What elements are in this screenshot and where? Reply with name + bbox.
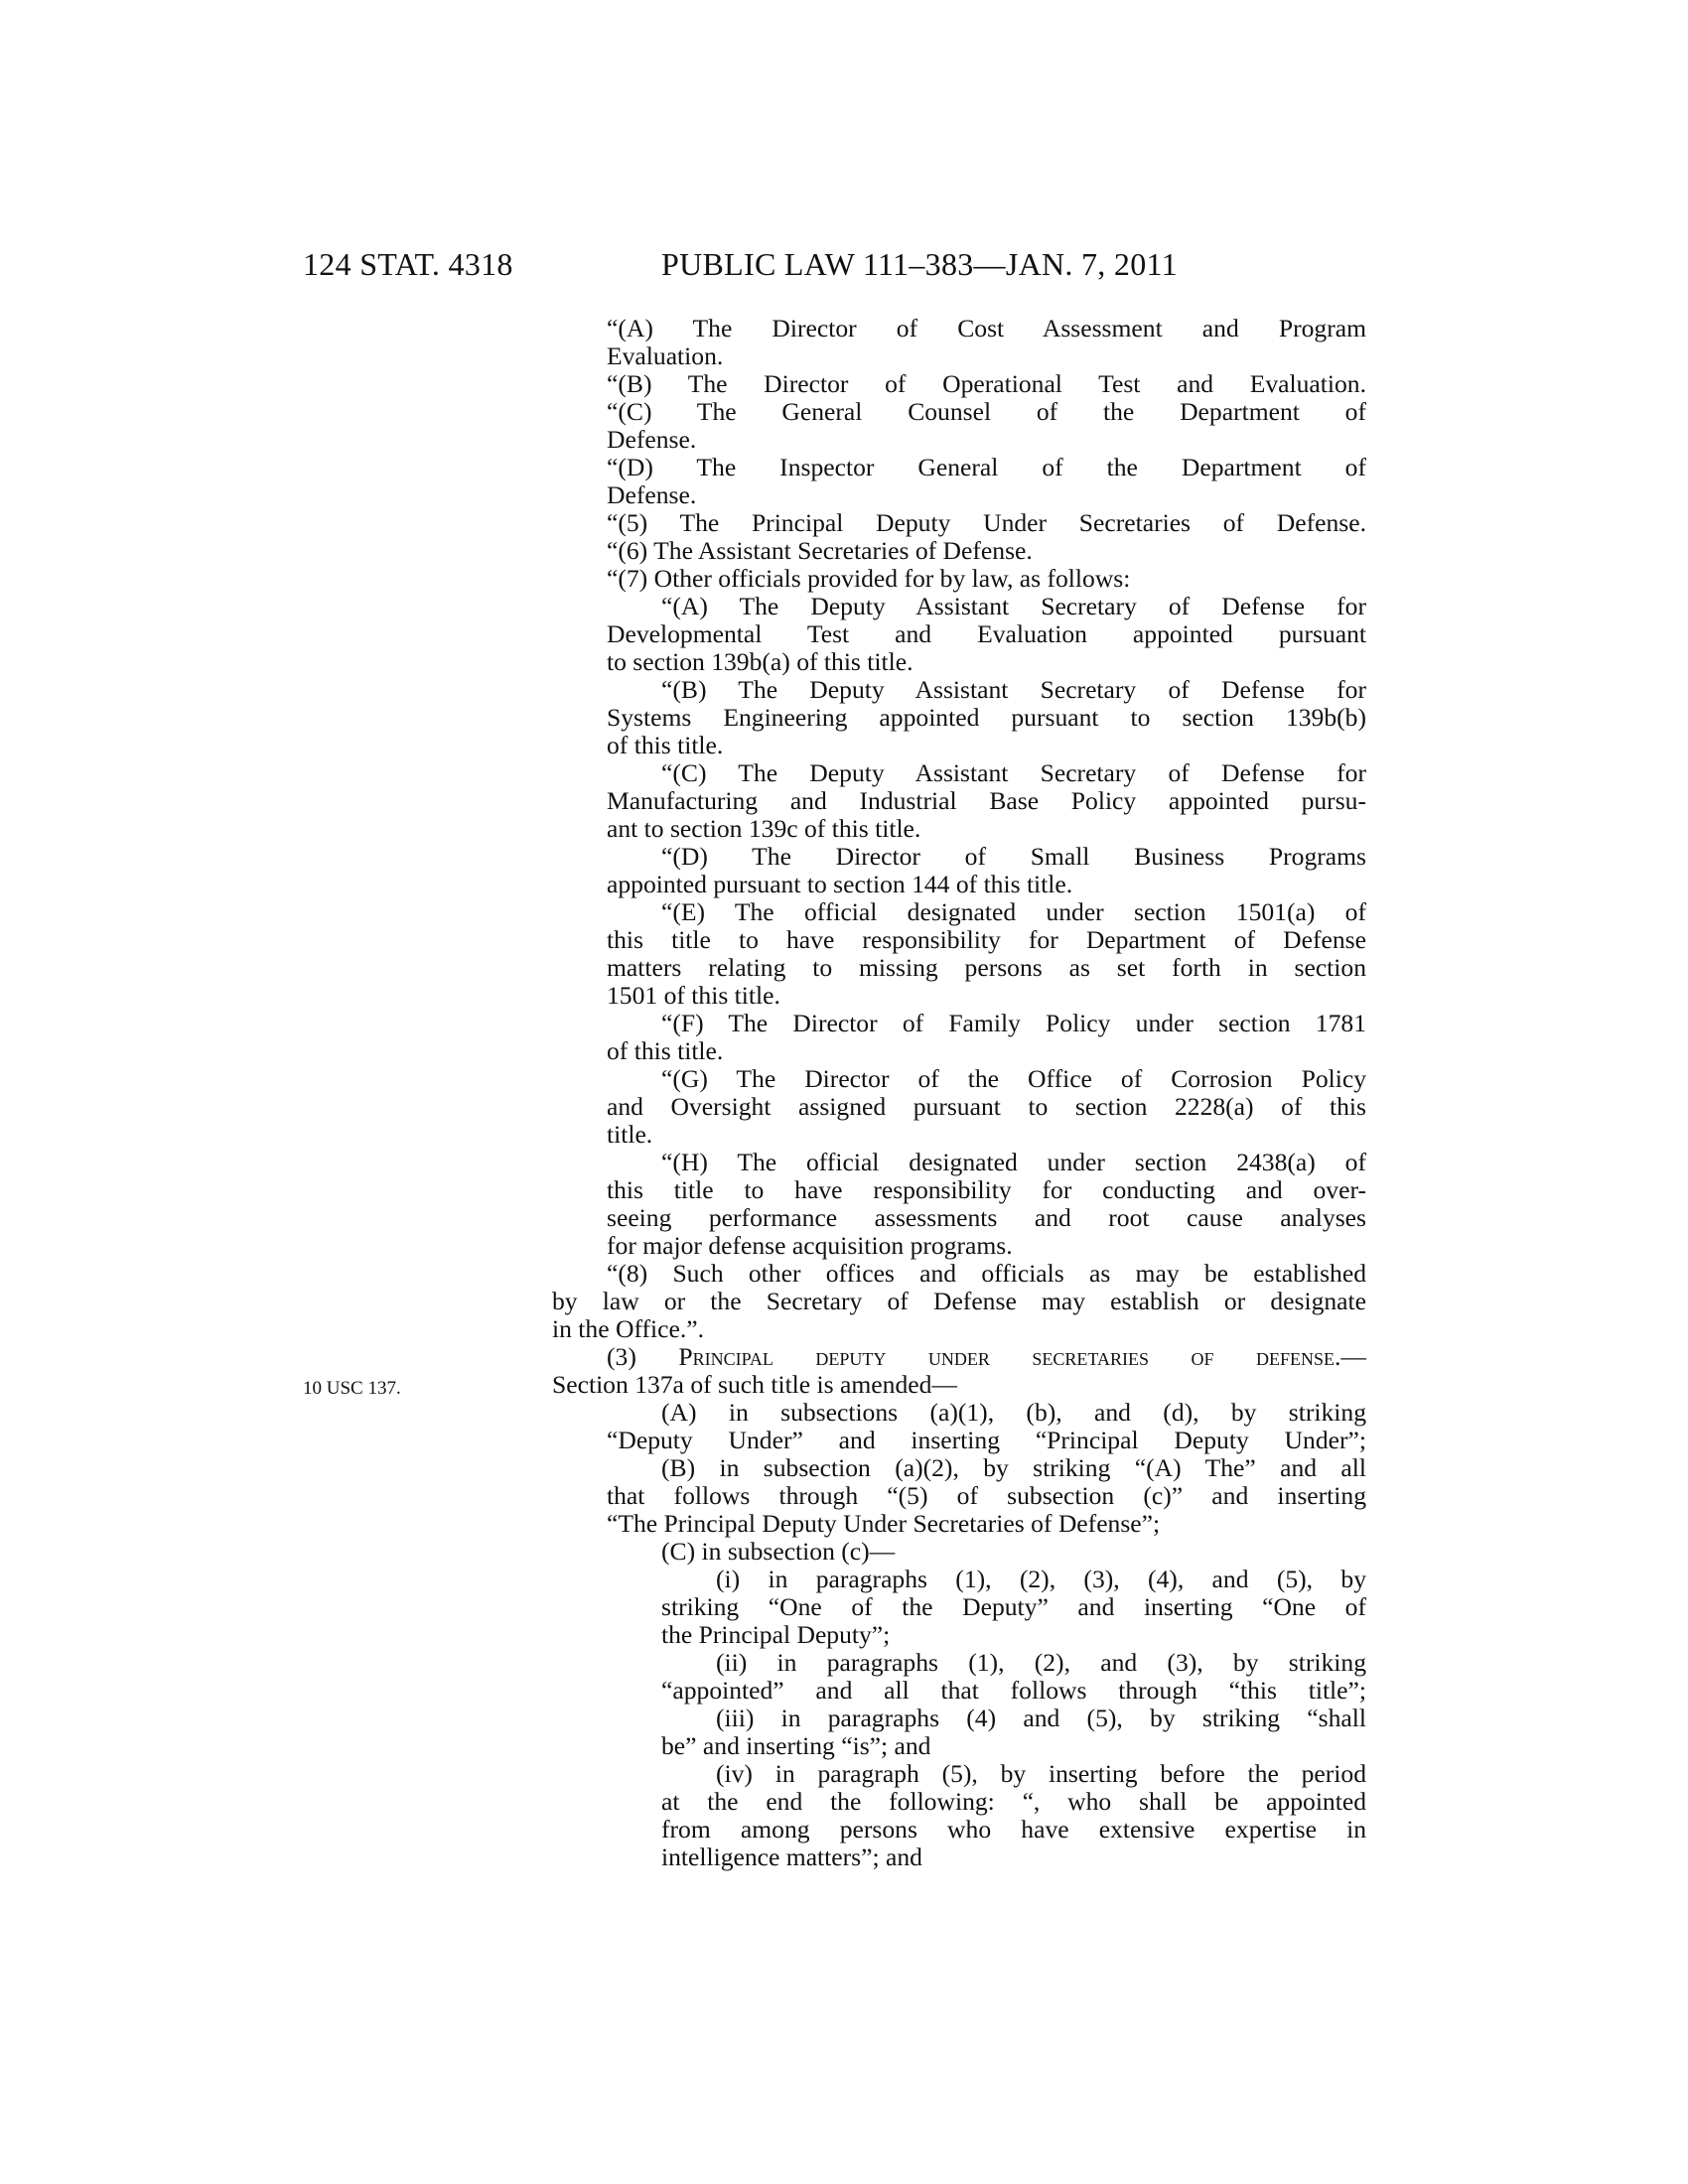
text-line: striking “One of the Deputy” and inserting “One of	[661, 1592, 1366, 1621]
text-line: “(B) The Director of Operational Test and Evaluation.	[607, 369, 1366, 398]
text-line: Defense.	[607, 480, 697, 509]
text-line: that follows through “(5) of subsection (c)” and inserting	[607, 1481, 1366, 1510]
text-line: 1501 of this title.	[607, 981, 780, 1010]
text-line: “(A) The Deputy Assistant Secretary of Defense for	[661, 592, 1366, 620]
text-line: Section 137a of such title is amended—	[552, 1370, 957, 1399]
text-line: “(G) The Director of the Office of Corrosion Policy	[661, 1064, 1366, 1093]
text-line: the Principal Deputy”;	[661, 1620, 891, 1649]
text-line: this title to have responsibility for Department of Defense	[607, 925, 1366, 954]
text-line: Developmental Test and Evaluation appointed pursuant	[607, 619, 1366, 648]
text-line: matters relating to missing persons as set forth in section	[607, 953, 1366, 982]
text-line: (B) in subsection (a)(2), by striking “(A) The” and all	[661, 1453, 1366, 1482]
margin-note-usc: 10 USC 137.	[303, 1378, 401, 1399]
text-line: (ii) in paragraphs (1), (2), and (3), by striking	[716, 1648, 1366, 1677]
text-line: “(D) The Director of Small Business Programs	[661, 842, 1366, 871]
text-line: for major defense acquisition programs.	[607, 1231, 1013, 1260]
text-line: (iii) in paragraphs (4) and (5), by striking “shall	[716, 1704, 1366, 1732]
text-line: be” and inserting “is”; and	[661, 1731, 931, 1760]
text-line: “(B) The Deputy Assistant Secretary of Defense for	[661, 675, 1366, 704]
text-line: of this title.	[607, 731, 724, 759]
section-heading: (3) Principal deputy under secretaries of defense.—	[607, 1342, 1366, 1371]
text-line: seeing performance assessments and root cause analyses	[607, 1203, 1366, 1232]
text-line: “(F) The Director of Family Policy under section 1781	[661, 1009, 1366, 1037]
text-line: this title to have responsibility for conducting and over-	[607, 1175, 1366, 1204]
text-line: “(6) The Assistant Secretaries of Defense.	[607, 536, 1033, 565]
text-line: appointed pursuant to section 144 of this title.	[607, 870, 1073, 898]
text-line: (C) in subsection (c)—	[661, 1537, 896, 1566]
text-line: “(A) The Director of Cost Assessment and Program	[607, 314, 1366, 342]
text-line: (iv) in paragraph (5), by inserting before the period	[716, 1759, 1366, 1788]
text-line: Systems Engineering appointed pursuant to section 139b(b)	[607, 703, 1366, 732]
text-line: (A) in subsections (a)(1), (b), and (d), by striking	[661, 1398, 1366, 1427]
text-line: Defense.	[607, 425, 697, 454]
text-line: “(C) The Deputy Assistant Secretary of Defense for	[661, 758, 1366, 787]
text-line: “(H) The official designated under section 2438(a) of	[661, 1148, 1366, 1176]
text-line: “(8) Such other offices and officials as may be established	[607, 1259, 1366, 1288]
page-stat-citation: 124 STAT. 4318	[303, 246, 513, 282]
text-line: of this title.	[607, 1036, 724, 1065]
text-line: “(E) The official designated under section 1501(a) of	[661, 897, 1366, 926]
text-line: at the end the following: “, who shall be appointed	[661, 1787, 1366, 1816]
text-line: in the Office.”.	[552, 1314, 705, 1343]
text-line: Manufacturing and Industrial Base Policy appointed pursu-	[607, 786, 1366, 815]
text-line: and Oversight assigned pursuant to section 2228(a) of this	[607, 1092, 1366, 1121]
text-line: to section 139b(a) of this title.	[607, 647, 914, 676]
text-line: by law or the Secretary of Defense may establish or designate	[552, 1287, 1366, 1315]
text-line: “Deputy Under” and inserting “Principal Deputy Under”;	[607, 1426, 1366, 1454]
text-line: (i) in paragraphs (1), (2), (3), (4), and (5), by	[716, 1565, 1366, 1593]
text-line: “(C) The General Counsel of the Department of	[607, 397, 1366, 426]
text-line: from among persons who have extensive expertise in	[661, 1815, 1366, 1843]
text-line: “appointed” and all that follows through “this title”;	[661, 1676, 1366, 1705]
text-line: intelligence matters”; and	[661, 1843, 922, 1871]
text-line: Evaluation.	[607, 341, 724, 370]
text-line: “(D) The Inspector General of the Department of	[607, 453, 1366, 481]
document-body	[552, 315, 1366, 1871]
text-line: title.	[607, 1120, 653, 1149]
page-law-header: PUBLIC LAW 111–383—JAN. 7, 2011	[661, 246, 1178, 282]
text-line: “The Principal Deputy Under Secretaries of Defense”;	[607, 1509, 1161, 1538]
text-line: “(5) The Principal Deputy Under Secretaries of Defense.	[607, 508, 1366, 537]
text-line: “(7) Other officials provided for by law, as follows:	[607, 564, 1131, 593]
text-line: ant to section 139c of this title.	[607, 814, 921, 843]
